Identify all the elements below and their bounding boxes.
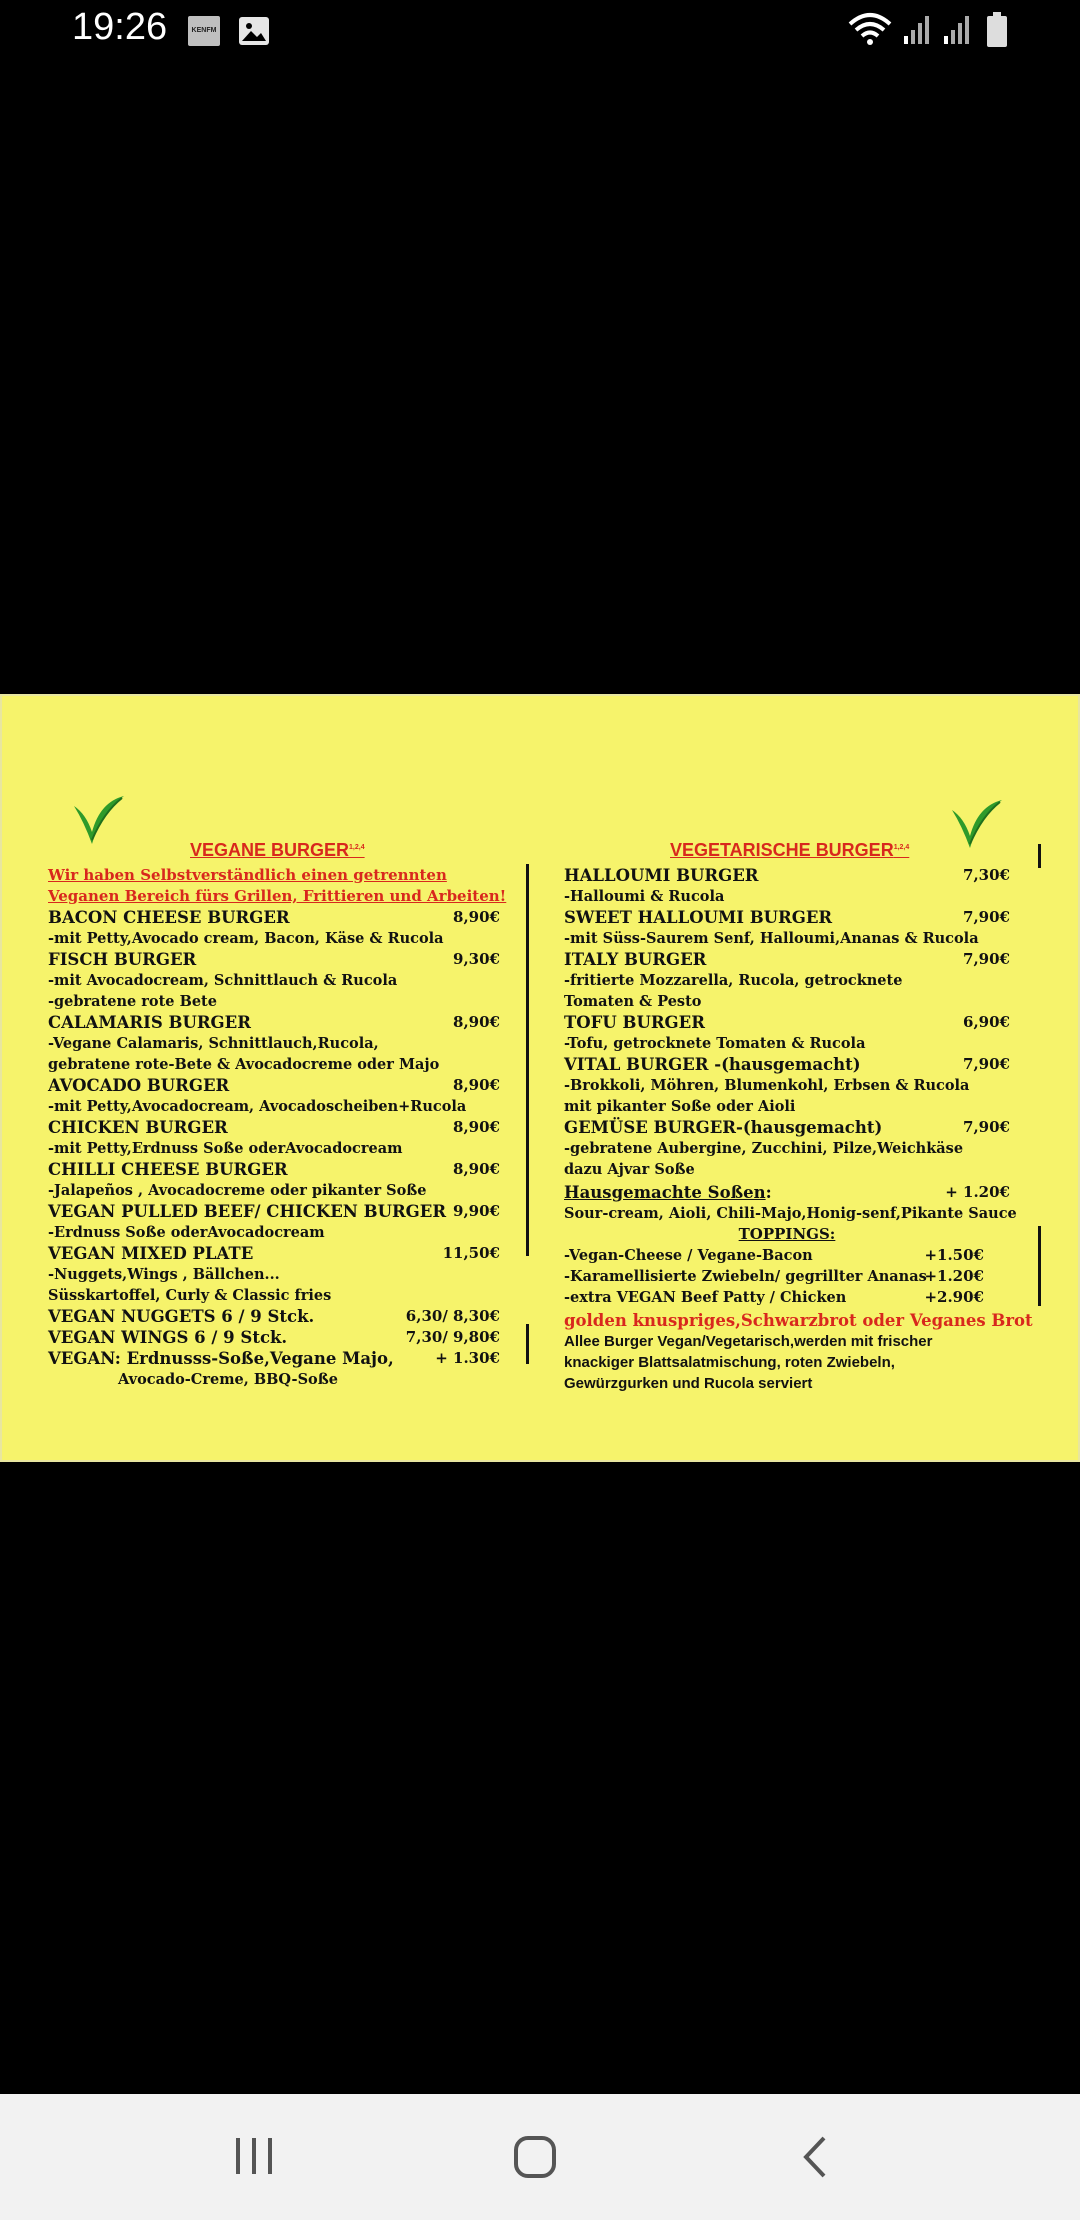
menu-item-description: -Jalapeños , Avocadocreme oder pikanter Soße [48, 1182, 427, 1199]
menu-item-name: SWEET HALLOUMI BURGER [564, 908, 833, 927]
menu-item-row [48, 1348, 500, 1369]
menu-item-row [564, 907, 1010, 928]
notice-line: Wir haben Selbstverständlich einen getrennten [48, 866, 447, 884]
menu-item-description: gebratene rote-Bete & Avocadocreme oder Majo [48, 1056, 440, 1073]
menu-item-price: 7,90€ [963, 1055, 1010, 1073]
wifi-icon [848, 12, 892, 48]
topping-price: +1.50€ [924, 1246, 984, 1264]
app-notification-label: KENFM [191, 27, 217, 34]
status-bar [0, 0, 1080, 64]
menu-item-description: -gebratene Aubergine, Zucchini, Pilze,Weichkäse [564, 1140, 964, 1157]
menu-item-price: 7,90€ [963, 950, 1010, 968]
menu-item-name: HALLOUMI BURGER [564, 866, 759, 885]
heading-sup: 1,2,4 [349, 844, 365, 851]
menu-item-row [48, 1306, 500, 1327]
menu-item-price: 7,30€ [963, 866, 1010, 884]
sauces-list: Sour-cream, Aioli, Chili-Majo,Honig-senf,Pikante Sauce [564, 1205, 1017, 1222]
app-notification-icon [188, 16, 220, 46]
menu-item-name: VEGAN PULLED BEEF/ CHICKEN BURGER [48, 1202, 447, 1221]
menu-item-price: 7,30/ 9,80€ [405, 1328, 500, 1346]
menu-item-row [48, 1243, 500, 1264]
menu-item-price: 9,30€ [453, 950, 500, 968]
menu-item-description: -Tofu, getrocknete Tomaten & Rucola [564, 1035, 866, 1052]
menu-item-row [48, 1012, 500, 1033]
menu-item-description: Süsskartoffel, Curly & Classic fries [48, 1287, 332, 1304]
menu-item-row [48, 1201, 500, 1222]
menu-item-price: 8,90€ [453, 1118, 500, 1136]
menu-item-name: VEGAN NUGGETS 6 / 9 Stck. [48, 1307, 315, 1326]
menu-item-name: ITALY BURGER [564, 950, 707, 969]
vegetarian-heading-text: VEGETARISCHE BURGER [670, 840, 894, 860]
menu-item-price: 7,90€ [963, 1118, 1010, 1136]
menu-item-name: VITAL BURGER -(hausgemacht) [564, 1055, 861, 1074]
topping-price: +2.90€ [924, 1288, 984, 1306]
menu-item-price: 9,90€ [453, 1202, 500, 1220]
heading-sup: 1,2,4 [893, 844, 910, 851]
menu-item-name: VEGAN WINGS 6 / 9 Stck. [48, 1328, 288, 1347]
notice-line: Veganen Bereich fürs Grillen, Frittieren und Arbeiten! [48, 887, 507, 905]
menu-item-price: 8,90€ [453, 1013, 500, 1031]
recent-apps-icon[interactable] [232, 2136, 276, 2176]
vegan-heading [190, 840, 500, 861]
footer-text [564, 1331, 1010, 1394]
menu-item-row [48, 1117, 500, 1138]
menu-image[interactable] [0, 694, 1080, 1462]
footer-line: Allee Burger Vegan/Vegetarisch,werden mit frischer [564, 1333, 933, 1350]
vegetarian-heading [670, 840, 1010, 861]
menu-item-row [48, 907, 500, 928]
vegan-heading-text: VEGANE BURGER [190, 840, 350, 860]
menu-item-row [48, 1159, 500, 1180]
image-icon [238, 16, 270, 46]
menu-item-description: -mit Petty,Avocadocream, Avocadoscheiben+Rucola [48, 1098, 467, 1115]
menu-item-name: CHILLI CHEESE BURGER [48, 1160, 288, 1179]
menu-item-row [564, 865, 1010, 886]
menu-item-price: 8,90€ [453, 1160, 500, 1178]
menu-item-price: 11,50€ [442, 1244, 500, 1262]
status-time: 19:26 [72, 6, 168, 48]
vegetarian-items-list [564, 865, 1010, 1180]
column-divider [526, 864, 529, 1256]
menu-item-description: mit pikanter Soße oder Aioli [564, 1098, 796, 1115]
menu-item-description: -gebratene rote Bete [48, 993, 217, 1010]
bread-line: golden knuspriges,Schwarzbrot oder Veganes Brot [564, 1311, 1033, 1330]
navigation-bar [0, 2094, 1080, 2220]
footer-line: Gewürzgurken und Rucola serviert [564, 1375, 813, 1392]
menu-item-description: -fritierte Mozzarella, Rucola, getrocknete [564, 972, 903, 989]
menu-item-price: 8,90€ [453, 1076, 500, 1094]
battery-icon [986, 12, 1008, 48]
menu-item-price: 6,90€ [963, 1013, 1010, 1031]
menu-item-description: Avocado-Creme, BBQ-Soße [118, 1371, 338, 1388]
menu-item-row [564, 1054, 1010, 1075]
vegetarian-menu-column [564, 840, 1033, 1394]
topping-name: -Karamellisierte Zwiebeln/ gegrillter Ananas [564, 1268, 927, 1285]
toppings-list [564, 1245, 1010, 1308]
menu-item-price: 7,90€ [963, 908, 1010, 926]
signal-icon [902, 14, 932, 46]
sauces-label: Hausgemachte Soßen [564, 1183, 766, 1202]
menu-item-row [564, 1012, 1010, 1033]
topping-row [564, 1287, 1010, 1308]
column-divider [1038, 844, 1041, 868]
menu-item-name: CHICKEN BURGER [48, 1118, 228, 1137]
menu-item-name: BACON CHEESE BURGER [48, 908, 290, 927]
toppings-heading: TOPPINGS: [738, 1225, 836, 1243]
menu-item-name: FISCH BURGER [48, 950, 197, 969]
menu-item-row [48, 949, 500, 970]
vegan-menu-column [48, 840, 507, 1390]
menu-item-row [48, 1327, 500, 1348]
topping-name: -Vegan-Cheese / Vegane-Bacon [564, 1247, 813, 1264]
menu-item-name: CALAMARIS BURGER [48, 1013, 251, 1032]
menu-item-price: + 1.30€ [435, 1349, 500, 1367]
menu-item-description: Tomaten & Pesto [564, 993, 702, 1010]
menu-item-name: VEGAN MIXED PLATE [48, 1244, 254, 1263]
menu-item-name: VEGAN: Erdnusss-Soße,Vegane Majo, [48, 1349, 394, 1368]
back-icon[interactable] [800, 2134, 832, 2180]
home-icon[interactable] [512, 2134, 558, 2180]
menu-item-description: -mit Petty,Avocado cream, Bacon, Käse & Rucola [48, 930, 444, 947]
topping-name: -extra VEGAN Beef Patty / Chicken [564, 1289, 847, 1306]
menu-item-price: 6,30/ 8,30€ [405, 1307, 500, 1325]
column-divider [1038, 1226, 1041, 1306]
signal-icon [942, 14, 972, 46]
menu-item-description: -mit Süss-Saurem Senf, Halloumi,Ananas & Rucola [564, 930, 979, 947]
menu-item-description: -Brokkoli, Möhren, Blumenkohl, Erbsen & Rucola [564, 1077, 970, 1094]
menu-item-name: GEMÜSE BURGER-(hausgemacht) [564, 1118, 883, 1137]
menu-item-row [564, 949, 1010, 970]
topping-row [564, 1266, 1010, 1287]
topping-price: +1.20€ [924, 1267, 984, 1285]
sauces-row [564, 1182, 1010, 1203]
sauces-price: + 1.20€ [945, 1183, 1010, 1201]
topping-row [564, 1245, 1010, 1266]
menu-item-description: dazu Ajvar Soße [564, 1161, 695, 1178]
sauces-colon: : [765, 1183, 772, 1202]
menu-item-row [564, 1117, 1010, 1138]
menu-item-description: -Halloumi & Rucola [564, 888, 725, 905]
menu-item-description: -Nuggets,Wings , Bällchen... [48, 1266, 280, 1283]
menu-item-description: -mit Petty,Erdnuss Soße oderAvocadocream [48, 1140, 403, 1157]
footer-line: knackiger Blattsalatmischung, roten Zwiebeln, [564, 1354, 895, 1371]
column-divider [526, 1324, 529, 1364]
menu-item-description: -Vegane Calamaris, Schnittlauch,Rucola, [48, 1035, 379, 1052]
menu-item-description: -Erdnuss Soße oderAvocadocream [48, 1224, 325, 1241]
menu-item-row [48, 1075, 500, 1096]
menu-item-name: TOFU BURGER [564, 1013, 705, 1032]
menu-item-name: AVOCADO BURGER [48, 1076, 230, 1095]
menu-item-description: -mit Avocadocream, Schnittlauch & Rucola [48, 972, 398, 989]
vegan-items-list [48, 907, 500, 1390]
menu-item-price: 8,90€ [453, 908, 500, 926]
